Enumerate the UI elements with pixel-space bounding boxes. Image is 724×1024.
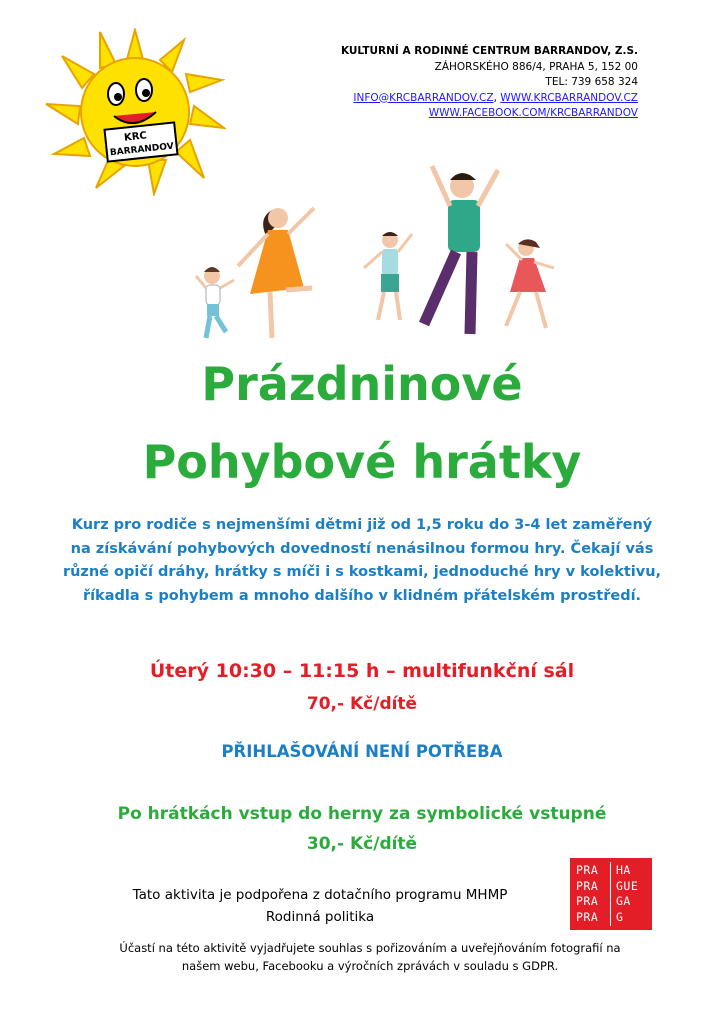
prague-logo-text: GUE — [616, 878, 639, 893]
gdpr-line-2: našem webu, Facebooku a výročních zprávách v souladu s GDPR. — [181, 959, 559, 973]
dancing-woman-icon — [238, 208, 314, 338]
link-separator: , — [493, 91, 501, 104]
schedule-price: 70,- Kč/dítě — [306, 694, 418, 714]
prague-logo-divider — [610, 862, 611, 926]
facebook-link[interactable]: WWW.FACEBOOK.COM/KRCBARRANDOV — [428, 107, 638, 119]
dancing-man-icon — [424, 166, 498, 334]
prague-logo-text: G — [616, 909, 624, 924]
prague-logo-text: PRA — [576, 863, 599, 877]
website-link[interactable]: WWW.KRCBARRANDOV.CZ — [500, 91, 638, 104]
gdpr-line-1: Účastí na této aktivitě vyjadřujete souhlas s pořizováním a uveřejňováním fotografií na — [119, 941, 621, 955]
support-line-2: Rodinná politika — [265, 909, 375, 925]
title-line-1: Prázdninové — [201, 357, 523, 411]
prague-logo-text: PRA — [576, 909, 599, 924]
dancing-family-illustration — [180, 148, 580, 348]
playroom-line-2: 30,- Kč/dítě — [306, 834, 418, 854]
dancing-child-icon — [364, 232, 412, 320]
prague-logo-left — [576, 863, 598, 925]
registration-note: PŘIHLAŠOVÁNÍ NENÍ POTŘEBA — [221, 742, 503, 761]
prague-logo-text: PRA — [576, 878, 599, 893]
schedule-time: Úterý 10:30 – 11:15 h – multifunkční sál — [149, 660, 575, 682]
email-link[interactable]: INFO@KRCBARRANDOV.CZ — [353, 91, 494, 104]
playroom-line-1: Po hrátkách vstup do herny za symbolické vstupné — [117, 804, 607, 824]
prague-logo-right — [616, 863, 638, 925]
contact-links-row — [308, 91, 638, 107]
title-line-2: Pohybové hrátky — [142, 435, 582, 489]
course-description: Kurz pro rodiče s nejmenšími dětmi již od 1,5 roku do 3-4 let zaměřený na získávání pohybových dovedností nenásilnou formou hry. Čekají vás různé opičí dráhy, hrátky s míči i s kostkami, jednoduché hry v kolektivu, říkadla s pohybem a mnoho dalšího v klidném přátelském prostředí. — [62, 517, 662, 604]
organization-phone: TEL: 739 658 324 — [545, 76, 638, 88]
dancing-boy-icon — [196, 267, 234, 338]
organization-address: ZÁHORSKÉHO 886/4, PRAHA 5, 152 00 — [434, 60, 638, 73]
logo-text-krc: KRC — [123, 130, 148, 144]
prague-logo-text: HA — [616, 863, 631, 877]
logo-text-barrandov: BARRANDOV — [109, 141, 175, 159]
contact-block — [308, 44, 638, 122]
dancing-girl-icon — [506, 239, 554, 328]
prague-logo-text: GA — [616, 894, 631, 908]
support-line-1: Tato aktivita je podpořena z dotačního programu MHMP — [132, 887, 508, 903]
prague-logo — [570, 858, 652, 930]
organization-name: KULTURNÍ A RODINNÉ CENTRUM BARRANDOV, Z.S. — [340, 45, 638, 57]
prague-logo-text: PRA — [576, 894, 599, 908]
